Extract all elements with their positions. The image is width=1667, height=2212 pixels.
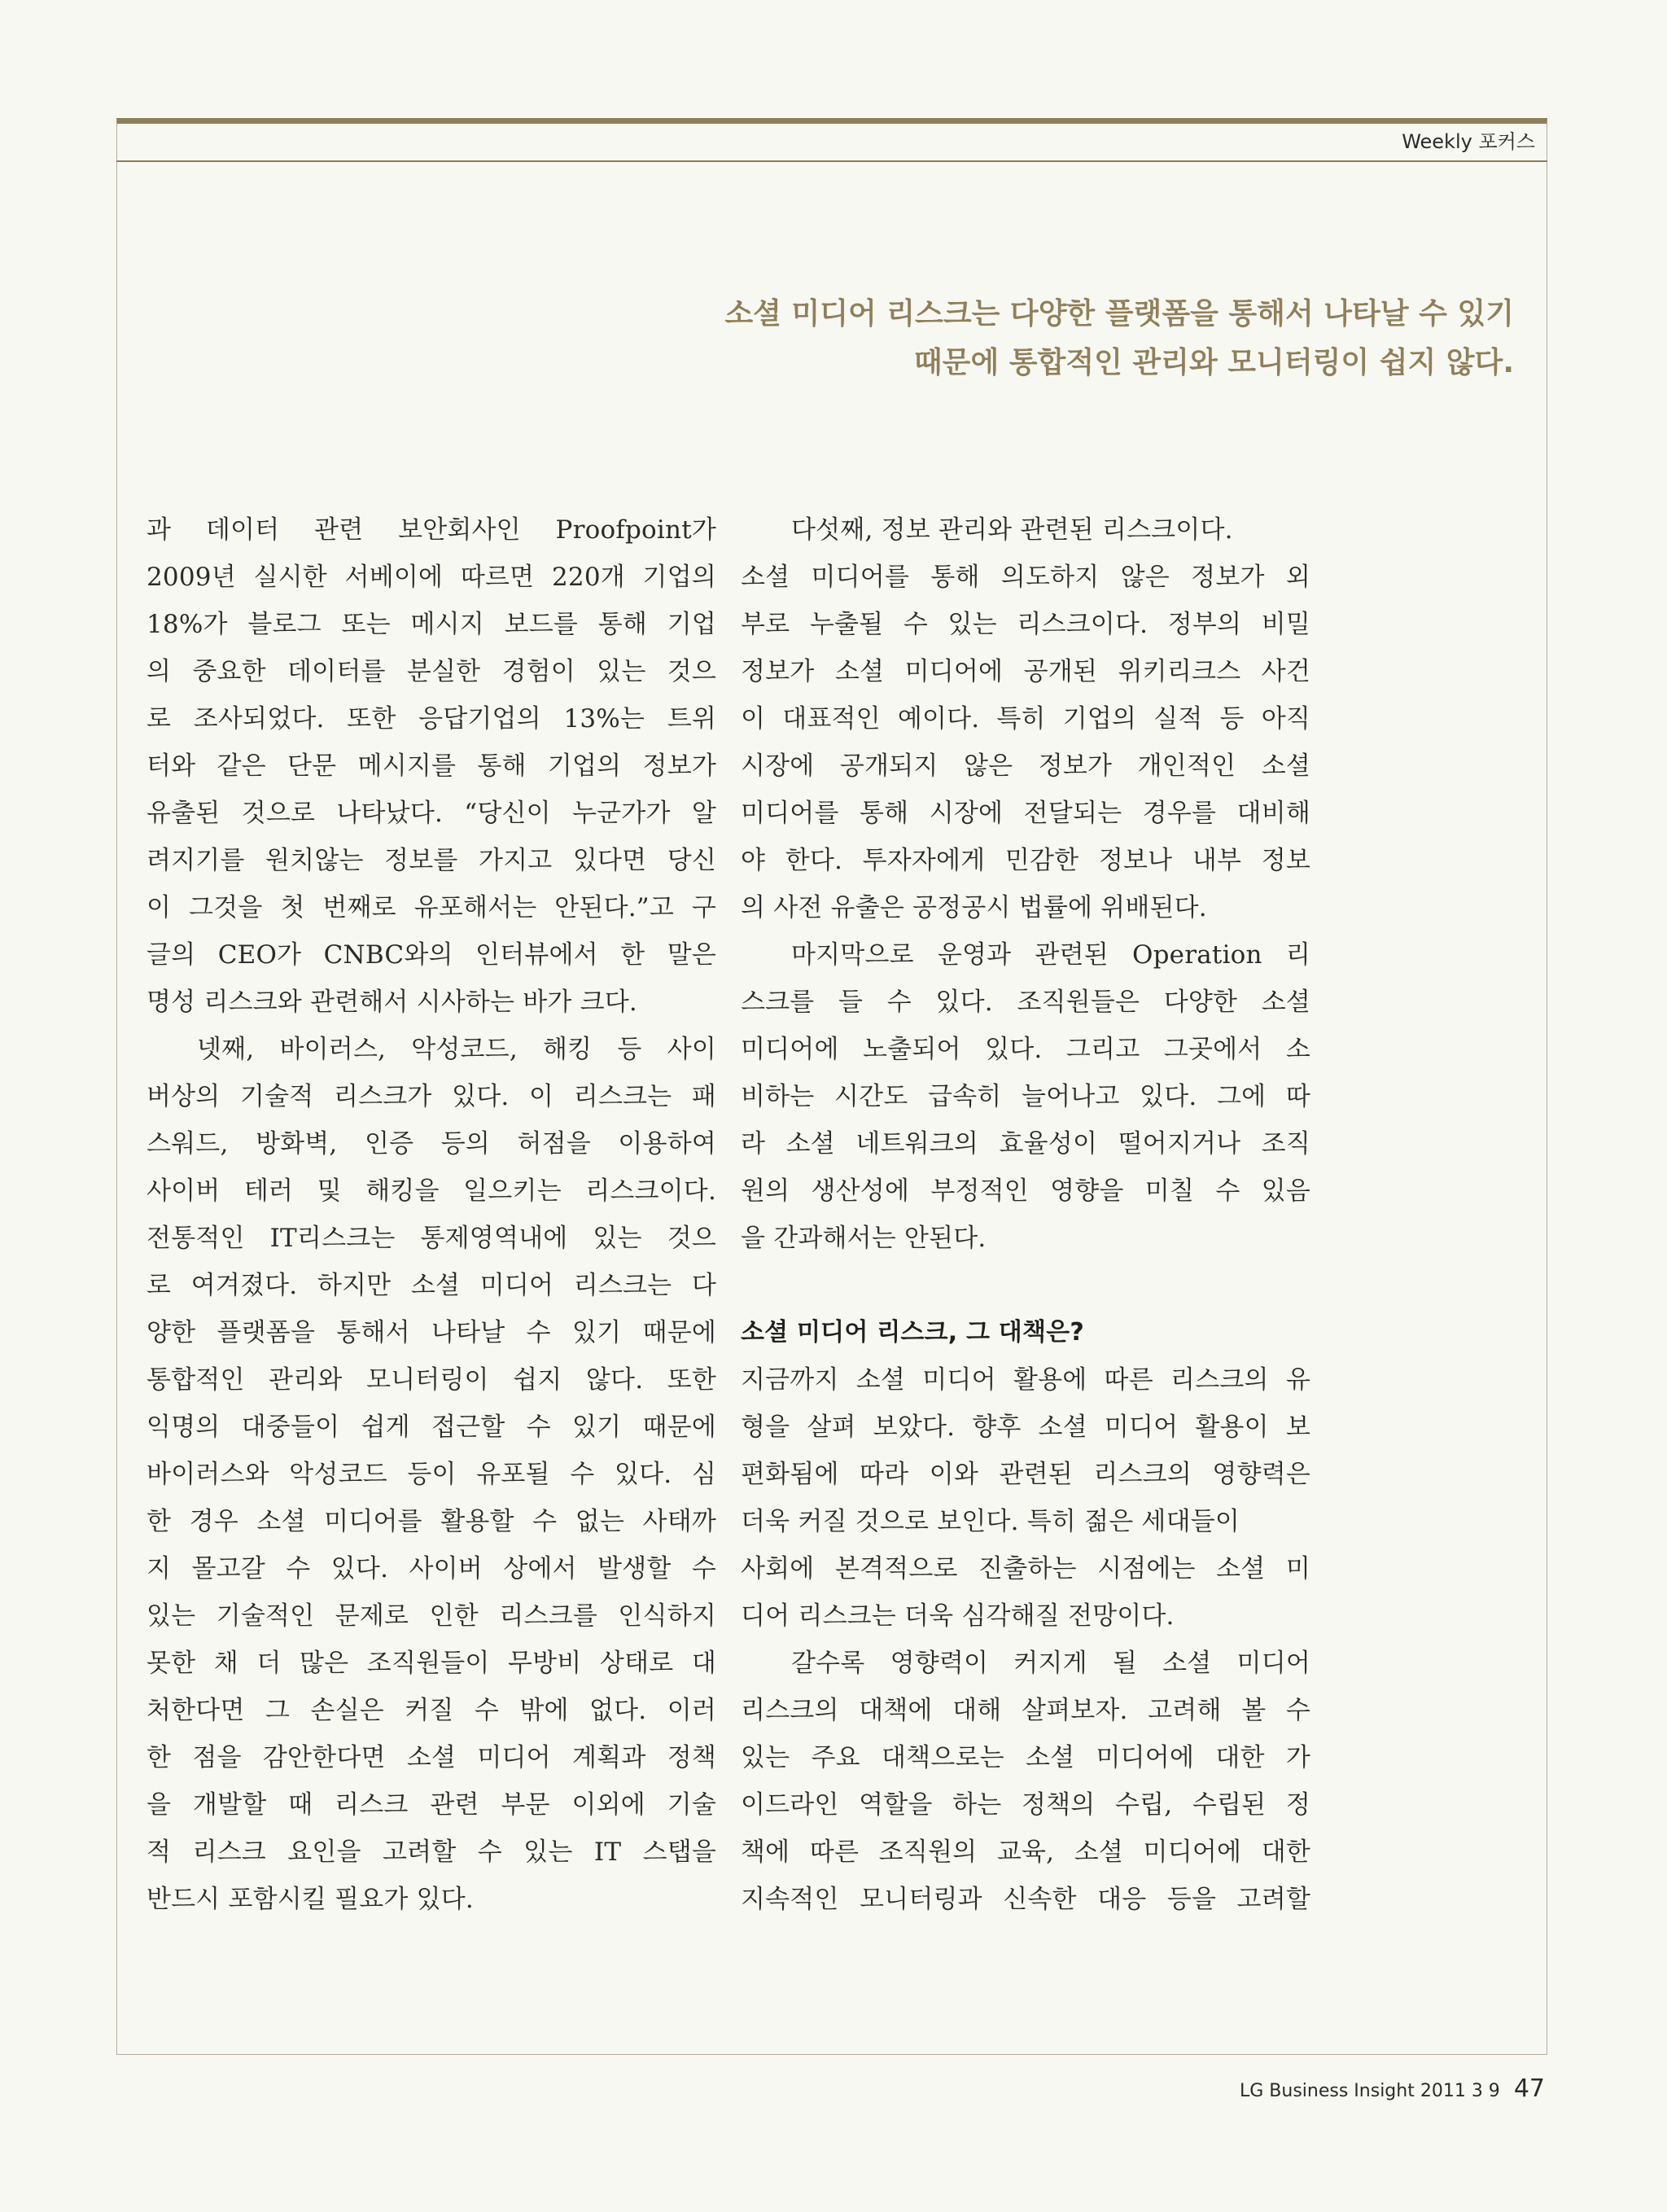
text-line: 전통적인 IT리스크는 통제영역내에 있는 것으 bbox=[147, 1224, 716, 1253]
paragraph-spacer bbox=[741, 1262, 1310, 1309]
text-line: 반드시 포함시킬 필요가 있다. bbox=[147, 1885, 474, 1914]
text-line: 을 개발할 때 리스크 관련 부문 이외에 기술 bbox=[147, 1790, 716, 1820]
text-line: 한 경우 소셜 미디어를 활용할 수 없는 사태까 bbox=[147, 1507, 716, 1536]
text-line: 명성 리스크와 관련해서 시사하는 바가 크다. bbox=[147, 988, 637, 1017]
text-line: 있는 기술적인 문제로 인한 리스크를 인식하지 bbox=[147, 1601, 716, 1631]
text-line: 이드라인 역할을 하는 정책의 수립, 수립된 정 bbox=[741, 1790, 1310, 1820]
text-line: 더욱 커질 것으로 보인다. 특히 젊은 세대들이 bbox=[741, 1507, 1240, 1536]
text-line: 이 대표적인 예이다. 특히 기업의 실적 등 아직 bbox=[741, 704, 1310, 734]
text-line: 2009년 실시한 서베이에 따르면 220개 기업의 bbox=[147, 563, 716, 592]
text-line: 못한 채 더 많은 조직원들이 무방비 상태로 대 bbox=[147, 1649, 716, 1678]
pull-quote bbox=[537, 290, 1514, 388]
text-line: 로 조사되었다. 또한 응답기업의 13%는 트위 bbox=[147, 704, 716, 734]
text-line: 한 점을 감안한다면 소셜 미디어 계획과 정책 bbox=[147, 1743, 716, 1772]
text-line: 통합적인 관리와 모니터링이 쉽지 않다. 또한 bbox=[147, 1365, 716, 1395]
text-line: 디어 리스크는 더욱 심각해질 전망이다. bbox=[741, 1601, 1175, 1631]
text-line: 비하는 시간도 급속히 늘어나고 있다. 그에 따 bbox=[741, 1082, 1310, 1111]
text-line: 18%가 블로그 또는 메시지 보드를 통해 기업 bbox=[147, 610, 716, 639]
section-subheading: 소셜 미디어 리스크, 그 대책은? bbox=[741, 1318, 1084, 1347]
text-line: 지금까지 소셜 미디어 활용에 따른 리스크의 유 bbox=[741, 1365, 1310, 1395]
text-line: 넷째, 바이러스, 악성코드, 해킹 등 사이 bbox=[197, 1035, 716, 1064]
text-line: 정보가 소셜 미디어에 공개된 위키리크스 사건 bbox=[741, 657, 1310, 686]
text-line: 과 데이터 관련 보안회사인 Proofpoint가 bbox=[147, 515, 716, 545]
header-rule bbox=[116, 160, 1547, 162]
pull-quote-line: 때문에 통합적인 관리와 모니터링이 쉽지 않다. bbox=[913, 346, 1514, 379]
text-line: 의 중요한 데이터를 분실한 경험이 있는 것으 bbox=[147, 657, 716, 686]
text-line: 글의 CEO가 CNBC와의 인터뷰에서 한 말은 bbox=[147, 940, 716, 970]
text-line: 익명의 대중들이 쉽게 접근할 수 있기 때문에 bbox=[147, 1413, 716, 1442]
left-column bbox=[147, 506, 716, 1923]
text-line: 있는 주요 대책으로는 소셜 미디어에 대한 가 bbox=[741, 1743, 1310, 1772]
text-line: 시장에 공개되지 않은 정보가 개인적인 소셜 bbox=[741, 751, 1310, 781]
text-line: 양한 플랫폼을 통해서 나타날 수 있기 때문에 bbox=[147, 1318, 716, 1347]
text-line: 책에 따른 조직원의 교육, 소셜 미디어에 대한 bbox=[741, 1837, 1310, 1867]
text-line: 원의 생산성에 부정적인 영향을 미칠 수 있음 bbox=[741, 1176, 1310, 1206]
text-line: 바이러스와 악성코드 등이 유포될 수 있다. 심 bbox=[147, 1460, 716, 1489]
text-line: 적 리스크 요인을 고려할 수 있는 IT 스탭을 bbox=[147, 1837, 716, 1867]
text-line: 미디어에 노출되어 있다. 그리고 그곳에서 소 bbox=[741, 1035, 1310, 1064]
text-line: 이 그것을 첫 번째로 유포해서는 안된다.”고 구 bbox=[147, 893, 716, 922]
text-line: 리스크의 대책에 대해 살펴보자. 고려해 볼 수 bbox=[741, 1696, 1310, 1725]
text-line: 사이버 테러 및 해킹을 일으키는 리스크이다. bbox=[147, 1176, 716, 1206]
text-line: 버상의 기술적 리스크가 있다. 이 리스크는 패 bbox=[147, 1082, 716, 1111]
pull-quote-line: 소셜 미디어 리스크는 다양한 플랫폼을 통해서 나타날 수 있기 bbox=[724, 297, 1514, 331]
text-line: 다섯째, 정보 관리와 관련된 리스크이다. bbox=[791, 515, 1233, 545]
text-line: 스워드, 방화벽, 인증 등의 허점을 이용하여 bbox=[147, 1129, 716, 1159]
text-line: 라 소셜 네트워크의 효율성이 떨어지거나 조직 bbox=[741, 1129, 1310, 1159]
text-line: 미디어를 통해 시장에 전달되는 경우를 대비해 bbox=[741, 799, 1310, 828]
text-line: 유출된 것으로 나타났다. “당신이 누군가가 알 bbox=[147, 799, 716, 828]
publication-info: LG Business Insight 2011 3 9 bbox=[1240, 2081, 1500, 2101]
text-line: 터와 같은 단문 메시지를 통해 기업의 정보가 bbox=[147, 751, 716, 781]
text-line: 려지기를 원치않는 정보를 가지고 있다면 당신 bbox=[147, 846, 716, 875]
text-line: 부로 누출될 수 있는 리스크이다. 정부의 비밀 bbox=[741, 610, 1310, 639]
text-line: 처한다면 그 손실은 커질 수 밖에 없다. 이러 bbox=[147, 1696, 716, 1725]
text-line: 을 간과해서는 안된다. bbox=[741, 1224, 987, 1253]
text-line: 로 여겨졌다. 하지만 소셜 미디어 리스크는 다 bbox=[147, 1271, 716, 1300]
page-footer bbox=[1240, 2074, 1545, 2103]
text-line: 지속적인 모니터링과 신속한 대응 등을 고려할 bbox=[741, 1885, 1310, 1914]
text-line: 소셜 미디어를 통해 의도하지 않은 정보가 외 bbox=[741, 563, 1310, 592]
text-line: 마지막으로 운영과 관련된 Operation 리 bbox=[791, 940, 1310, 970]
right-column bbox=[741, 506, 1310, 1923]
text-line: 갈수록 영향력이 커지게 될 소셜 미디어 bbox=[791, 1649, 1310, 1678]
text-line: 스크를 들 수 있다. 조직원들은 다양한 소셜 bbox=[741, 988, 1310, 1017]
section-label: Weekly 포커스 bbox=[1402, 130, 1535, 153]
text-line: 야 한다. 투자자에게 민감한 정보나 내부 정보 bbox=[741, 846, 1310, 875]
text-line: 사회에 본격적으로 진출하는 시점에는 소셜 미 bbox=[741, 1554, 1310, 1583]
text-line: 형을 살펴 보았다. 향후 소셜 미디어 활용이 보 bbox=[741, 1413, 1310, 1442]
text-line: 지 몰고갈 수 있다. 사이버 상에서 발생할 수 bbox=[147, 1554, 716, 1583]
page-number: 47 bbox=[1513, 2074, 1545, 2103]
text-line: 편화됨에 따라 이와 관련된 리스크의 영향력은 bbox=[741, 1460, 1310, 1489]
text-line: 의 사전 유출은 공정공시 법률에 위배된다. bbox=[741, 893, 1207, 922]
